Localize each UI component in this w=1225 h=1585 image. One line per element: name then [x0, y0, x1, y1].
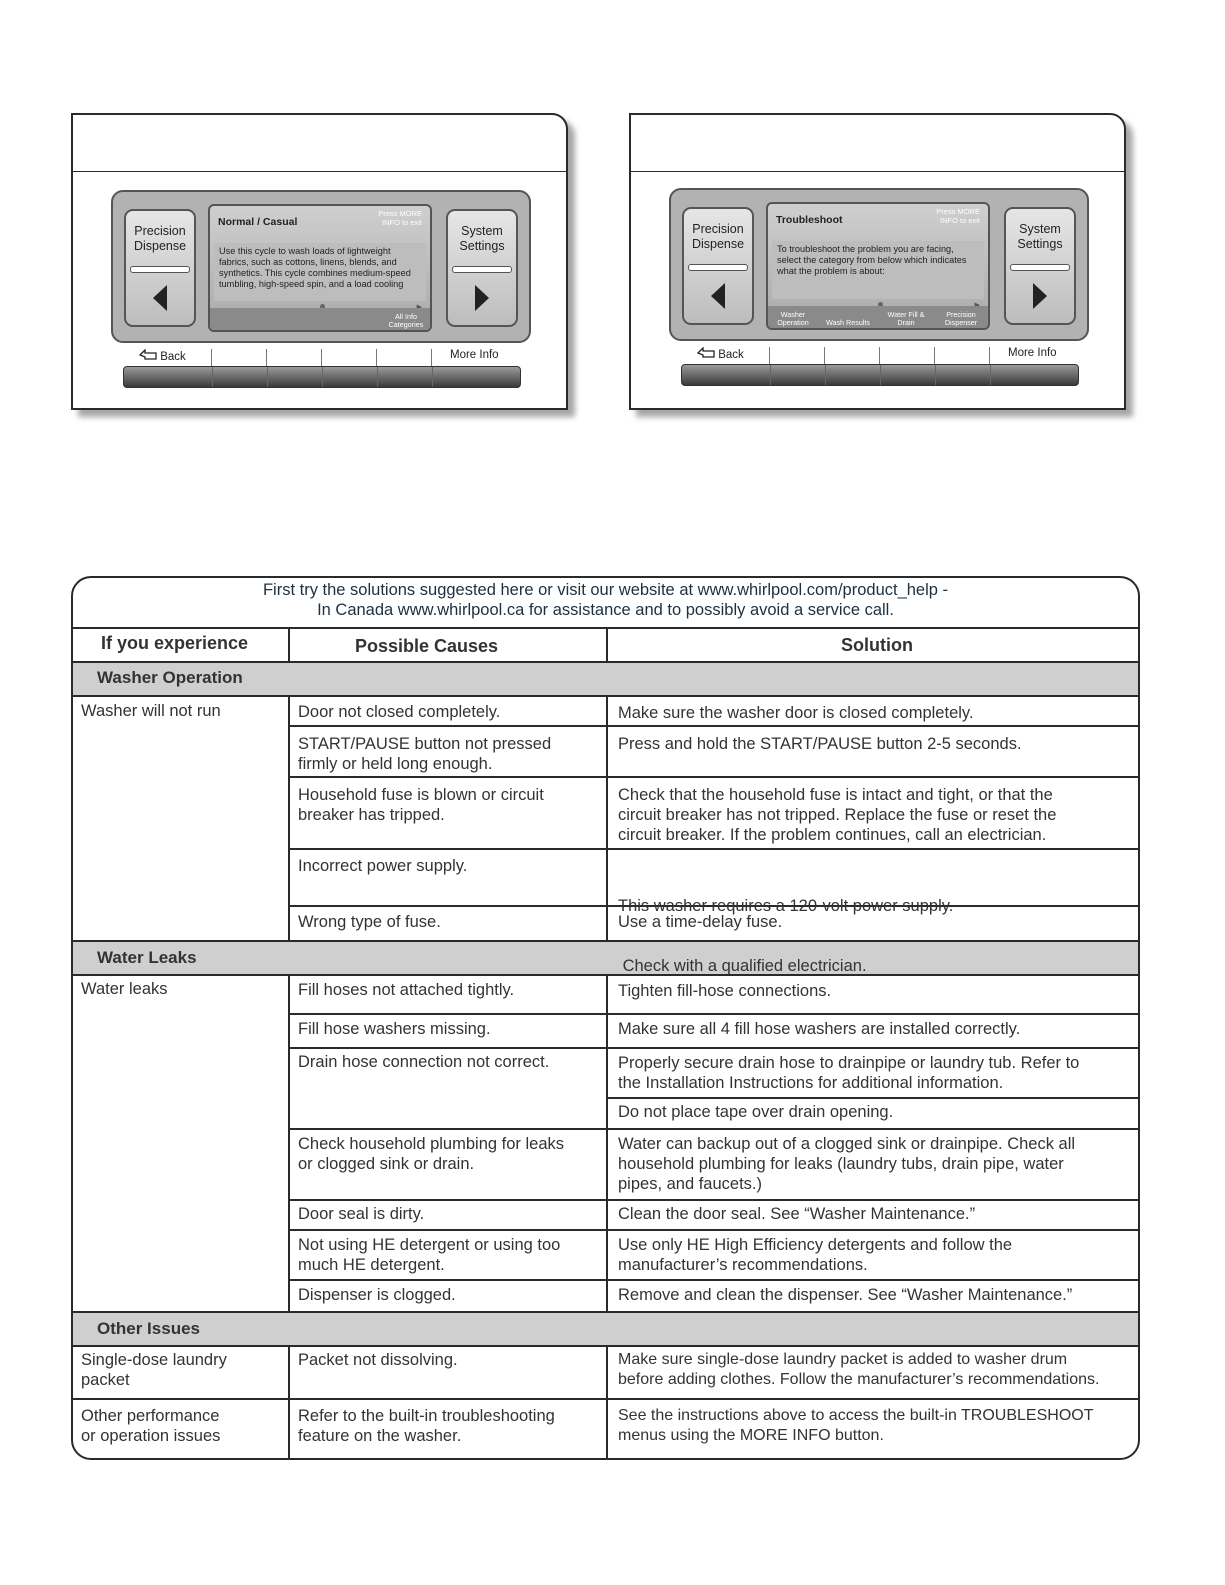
control-console [669, 188, 1089, 341]
button-label: Settings [459, 239, 505, 253]
solution-text: This washer requires a 120-volt power supply. [618, 897, 954, 915]
precision-dispense-button[interactable] [682, 207, 754, 325]
tab-all-info-categories[interactable] [382, 313, 430, 329]
button-label: Settings [1017, 237, 1063, 251]
back-label: Back [718, 349, 744, 361]
divider [770, 365, 771, 385]
arrow-right-icon [1033, 283, 1047, 309]
cause-text: START/PAUSE button not pressed [298, 735, 552, 753]
solution-text: menus using the MORE INFO button. [618, 1427, 884, 1444]
solution-text: circuit breaker has not tripped. Replace the fuse or reset the [618, 806, 1057, 824]
solution-text: Check with a qualified electrician. [618, 957, 867, 975]
control-console [111, 190, 531, 343]
strip-labels [681, 347, 1079, 365]
solution-cell [618, 912, 782, 932]
solution-text: manufacturer’s recommendations. [618, 1256, 868, 1274]
cause-text: or clogged sink or drain. [298, 1155, 475, 1173]
solution-cell [618, 1134, 1075, 1194]
cause-text: Check household plumbing for leaks [298, 1135, 564, 1153]
row-rule [290, 725, 1138, 727]
solution-text: See the instructions above to access the built-in TROUBLESHOOT [618, 1407, 1094, 1424]
cause-text: much HE detergent. [298, 1256, 445, 1274]
divider [212, 367, 213, 387]
screen-exit-hint: Press MORE INFO to exit [378, 209, 422, 227]
header-solution: Solution [841, 635, 913, 655]
system-settings-button[interactable] [446, 209, 518, 327]
screen-exit-hint: Press MORE INFO to exit [936, 207, 980, 225]
tab-label: Wash Results [825, 318, 871, 327]
button-label: System [461, 224, 503, 238]
tab-label: All Info [395, 312, 417, 321]
tab-label: Operation [777, 318, 809, 327]
column-rule [606, 974, 608, 1313]
header-if-you-experience: If you experience [101, 633, 249, 653]
precision-dispense-button[interactable] [124, 209, 196, 327]
cause-cell [298, 785, 544, 825]
solution-cell [618, 1019, 1020, 1039]
cause-cell [298, 1406, 555, 1446]
cause-cell [298, 1235, 560, 1275]
solution-text: circuit breaker. If the problem continues, call an electrician. [618, 826, 1047, 844]
button-label: System [1019, 222, 1061, 236]
cause-cell [298, 1019, 491, 1039]
solution-text: household plumbing for leaks (laundry tubs, drain pipe, water [618, 1155, 1064, 1173]
row-rule [290, 1279, 1138, 1281]
tab-wash-results[interactable] [820, 319, 876, 327]
tab-label: Precision [946, 310, 976, 319]
display-panel-troubleshoot [629, 113, 1126, 410]
solution-cell [618, 1350, 1099, 1390]
cause-text: Fill hose washers missing. [298, 1020, 491, 1038]
tab-label: Drain [897, 318, 915, 327]
more-info-button[interactable]: More Info [450, 349, 499, 361]
problem-text: or operation issues [81, 1427, 221, 1445]
cause-cell [298, 1285, 456, 1305]
solution-cell [618, 785, 1056, 845]
cause-cell [298, 734, 551, 774]
section-title: Water Leaks [97, 948, 197, 967]
tab-precision-dispenser[interactable] [936, 311, 986, 327]
column-rule [606, 627, 608, 662]
screen-tabs [768, 306, 988, 328]
button-bar [452, 266, 512, 273]
problem-single-dose-packet [81, 1350, 227, 1390]
troubleshooting-table [71, 576, 1140, 1460]
divider [322, 367, 323, 387]
solution-cell [618, 703, 974, 723]
column-rule [606, 1345, 608, 1460]
solution-cell [618, 1053, 1079, 1093]
solution-cell [618, 1102, 893, 1122]
section-title: Washer Operation [97, 668, 243, 687]
divider [935, 365, 936, 385]
divider [432, 367, 433, 387]
cause-text: Door seal is dirty. [298, 1205, 425, 1223]
row-rule [290, 1199, 1138, 1201]
tab-washer-operation[interactable] [770, 311, 816, 327]
column-rule [288, 627, 290, 662]
arrow-left-icon [711, 283, 725, 309]
solution-cell [618, 1285, 1072, 1305]
back-label: Back [160, 351, 186, 363]
cause-cell [298, 856, 467, 876]
cause-text: Door not closed completely. [298, 703, 501, 721]
solution-cell [618, 1204, 975, 1224]
column-rule [288, 1345, 290, 1460]
tab-label: Water Fill & [887, 310, 925, 319]
divider [825, 365, 826, 385]
button-bar [130, 266, 190, 273]
button-bar [1010, 264, 1070, 271]
cause-cell [298, 1204, 424, 1224]
button-label: Dispense [691, 237, 745, 251]
cause-text: Not using HE detergent or using too [298, 1236, 561, 1254]
screen-body-text: Use this cycle to wash loads of lightweight fabrics, such as cottons, linens, blends, and synthetics. This cycle combines medium-speed tumbling, high-speed spin, and a load cooling [214, 243, 426, 301]
divider [267, 367, 268, 387]
system-settings-button[interactable] [1004, 207, 1076, 325]
info-screen [766, 202, 990, 330]
problem-washer-will-not-run: Washer will not run [81, 702, 221, 720]
header-possible-causes: Possible Causes [355, 636, 499, 656]
cause-text: Dispenser is clogged. [298, 1286, 456, 1304]
cause-text: Wrong type of fuse. [298, 913, 441, 931]
divider [377, 367, 378, 387]
cause-text: Refer to the built-in troubleshooting [298, 1407, 555, 1425]
cause-cell [298, 702, 500, 722]
cause-cell [298, 1350, 458, 1370]
solution-text: Remove and clean the dispenser. See “Washer Maintenance.” [618, 1286, 1073, 1304]
button-label: Precision [134, 224, 186, 238]
screen-tabs [210, 308, 430, 330]
solution-text: before adding clothes. Follow the manufacturer’s recommendations. [618, 1371, 1100, 1388]
panel-header [631, 115, 1124, 172]
solution-text: Properly secure drain hose to drainpipe or laundry tub. Refer to [618, 1054, 1080, 1072]
cause-cell [298, 1052, 549, 1072]
info-screen [208, 204, 432, 332]
solution-text: pipes, and faucets.) [618, 1175, 763, 1193]
row-rule [290, 848, 1138, 850]
solution-text: Make sure all 4 fill hose washers are installed correctly. [618, 1020, 1021, 1038]
cause-text: Household fuse is blown or circuit [298, 786, 544, 804]
display-panel-normal-casual [71, 113, 568, 410]
solution-text: Use a time-delay fuse. [618, 913, 783, 931]
cause-text: Drain hose connection not correct. [298, 1053, 550, 1071]
cause-text: firmly or held long enough. [298, 755, 493, 773]
cause-cell [298, 980, 514, 1000]
back-arrow-icon [139, 349, 157, 361]
solution-text: Check that the household fuse is intact and tight, or that the [618, 786, 1053, 804]
problem-text: Single-dose laundry [81, 1351, 227, 1369]
back-button[interactable] [697, 347, 744, 361]
section-water-leaks [73, 942, 1138, 975]
problem-text: Other performance [81, 1407, 220, 1425]
button-label: Precision [692, 222, 744, 236]
arrow-left-icon [153, 285, 167, 311]
tab-water-fill-drain[interactable] [878, 311, 934, 327]
solution-text: Do not place tape over drain opening. [618, 1103, 894, 1121]
solution-cell [618, 981, 831, 1001]
cause-cell [298, 1134, 564, 1174]
problem-water-leaks: Water leaks [81, 980, 168, 998]
solution-cell [618, 1235, 1012, 1275]
intro-line: First try the solutions suggested here or visit our website at www.whirlpool.com/product_help - [262, 581, 949, 599]
section-other-issues [73, 1313, 1138, 1346]
column-rule [288, 974, 290, 1313]
back-arrow-icon [697, 347, 715, 359]
solution-text: the Installation Instructions for additional information. [618, 1074, 1004, 1092]
panel-header [73, 115, 566, 172]
solution-cell [618, 734, 1022, 754]
table-intro [73, 580, 1138, 620]
back-button[interactable] [139, 349, 186, 363]
problem-other-performance [81, 1406, 220, 1446]
button-label: Dispense [133, 239, 187, 253]
solution-text: Press and hold the START/PAUSE button 2-5 seconds. [618, 735, 1022, 753]
screen-title: Normal / Casual [218, 216, 298, 228]
arrow-right-icon [475, 285, 489, 311]
cause-text: Incorrect power supply. [298, 857, 468, 875]
screen-title: Troubleshoot [776, 214, 843, 226]
divider [990, 365, 991, 385]
cause-text: Packet not dissolving. [298, 1351, 458, 1369]
section-washer-operation [73, 662, 1138, 695]
section-title: Other Issues [97, 1319, 200, 1338]
solution-text: Clean the door seal. See “Washer Maintenance.” [618, 1205, 976, 1223]
more-info-button[interactable]: More Info [1008, 347, 1057, 359]
row-rule [290, 776, 1138, 778]
row-rule [290, 1047, 1138, 1049]
strip-labels [123, 349, 521, 367]
row-rule [290, 1128, 1138, 1130]
solution-cell [618, 1406, 1093, 1446]
problem-text: packet [81, 1371, 130, 1389]
tab-label: Categories [388, 320, 424, 329]
cause-text: breaker has tripped. [298, 806, 445, 824]
cause-text: feature on the washer. [298, 1427, 462, 1445]
cause-text: Fill hoses not attached tightly. [298, 981, 515, 999]
touch-strip[interactable] [681, 364, 1079, 386]
cause-cell [298, 912, 441, 932]
row-rule [290, 1229, 1138, 1231]
touch-strip[interactable] [123, 366, 521, 388]
solution-text: Make sure the washer door is closed completely. [618, 704, 974, 722]
solution-text: Use only HE High Efficiency detergents and follow the [618, 1236, 1013, 1254]
divider [880, 365, 881, 385]
solution-text: Tighten fill-hose connections. [618, 982, 832, 1000]
tab-label: Dispenser [944, 318, 978, 327]
solution-text: Make sure single-dose laundry packet is added to washer drum [618, 1351, 1068, 1368]
tab-label: Washer [780, 310, 806, 319]
column-rule [288, 695, 290, 942]
row-rule [608, 1097, 1138, 1099]
button-bar [688, 264, 748, 271]
column-rule [606, 695, 608, 942]
screen-body-text: To troubleshoot the problem you are facing, select the category from below which indicates what the problem is about: [772, 241, 984, 299]
solution-text: Water can backup out of a clogged sink or drainpipe. Check all [618, 1135, 1076, 1153]
intro-line: In Canada www.whirlpool.ca for assistance and to possibly avoid a service call. [317, 601, 894, 619]
